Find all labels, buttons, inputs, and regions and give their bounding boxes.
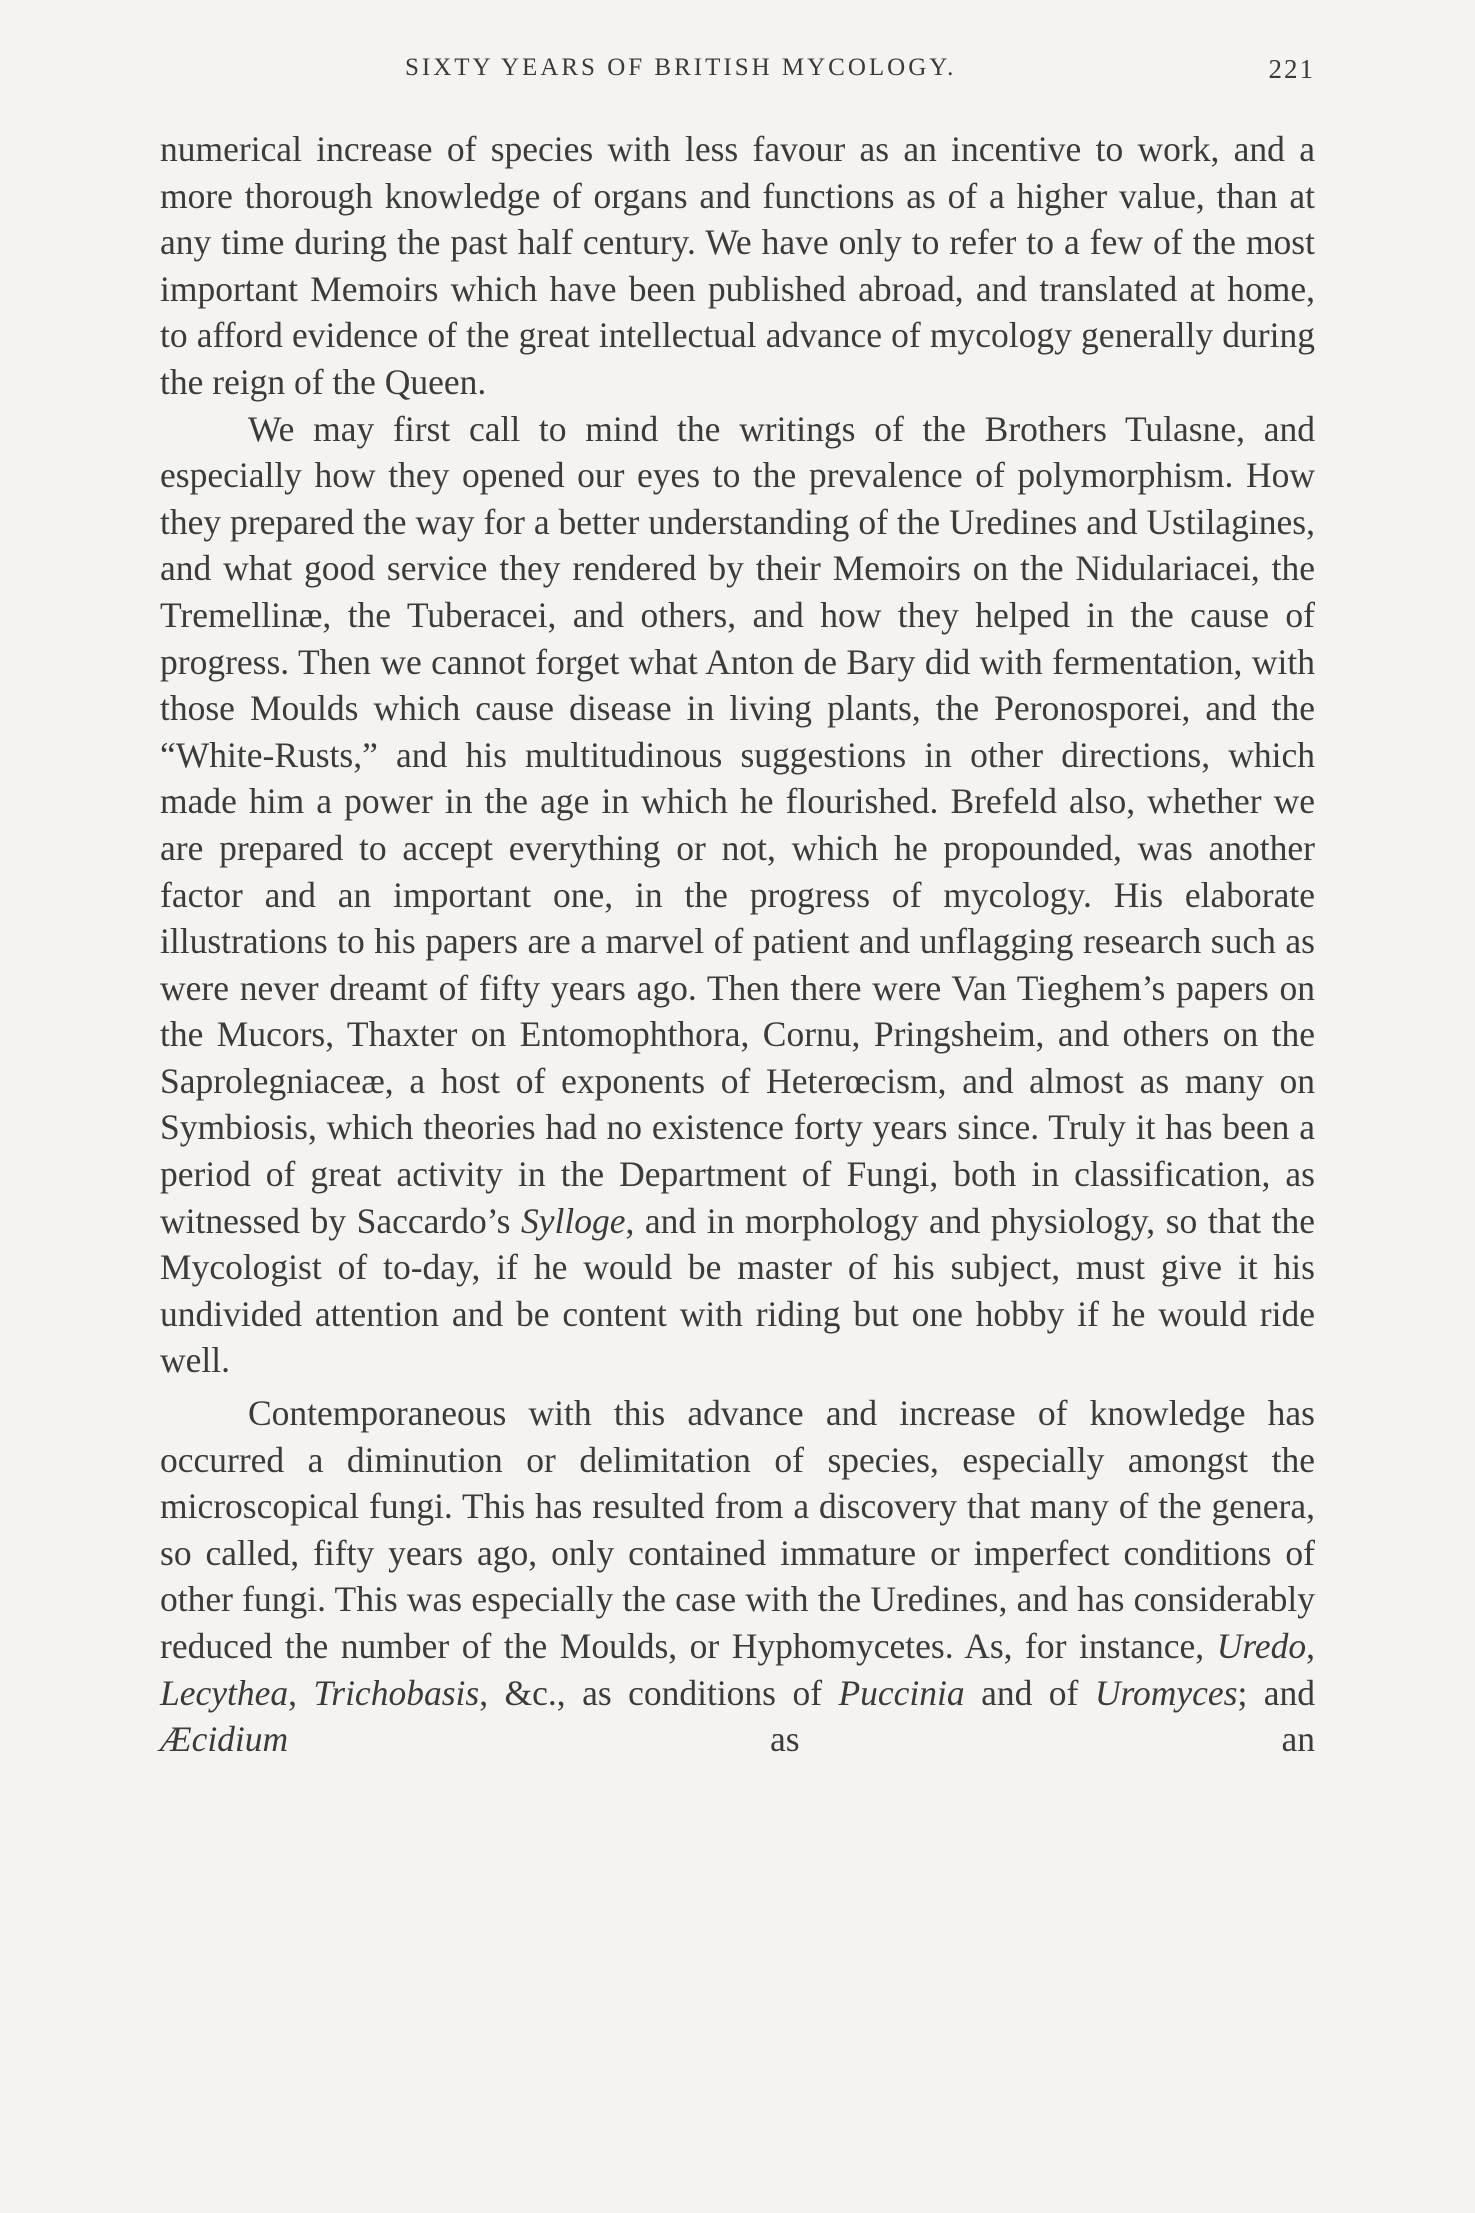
paragraph-2-text-b: , and in morphology and physiology, so that the Mycologist of to-day, if he would be master of his subject, must give it his undivided attention and be content with riding but one hobby if he would ride well. xyxy=(160,1200,1316,1381)
page-number: 221 xyxy=(1268,54,1315,84)
paragraph-3-text-e: as an xyxy=(288,1719,1315,1760)
body-text xyxy=(160,126,1315,1763)
italic-puccinia: Puccinia xyxy=(838,1672,965,1713)
paragraph-3-sep-2: , xyxy=(288,1672,314,1713)
italic-trichobasis: Trichobasis xyxy=(313,1672,480,1713)
paragraph-3-text-b: , &c., as conditions of xyxy=(479,1672,839,1713)
running-head xyxy=(160,54,1315,94)
italic-aecidium: Æcidium xyxy=(160,1719,289,1760)
italic-uredo: Uredo xyxy=(1216,1626,1307,1666)
paragraph-3 xyxy=(160,1390,1315,1763)
paragraph-2 xyxy=(160,406,1315,1384)
paragraph-3-sep-1: , xyxy=(1306,1626,1315,1666)
paragraph-2-text-a: We may first call to mind the writings of the Brothers Tulasne, and especially how they opened our eyes to the prevalence of polymorphism. How they prepared the way for a better understanding of the Uredines and Ustilagines, and what good service they rendered by their Memoirs on the Nidulariacei, the Tremellinæ, the Tuberacei, and others, and how they helped in the cause of progress. Then we cannot forget what Anton de Bary did with fermentation, with those Moulds which cause disease in living plants, the Peronosporei, and the “White-Rusts,” and his multitudinous suggestions in other directions, which made him a power in the age in which he flourished. Brefeld also, whether we are prepared to accept everything or not, which he propounded, was another factor and an important one, in the progress of mycology. His elaborate illustrations to his papers are a marvel of patient and unflagging research such as were never dreamt of fifty years ago. Then there were Van Tieghem’s papers on the Mucors, Thaxter on Entomophthora, Cornu, Pringsheim, and others on the Saprolegniaceæ, a host of exponents of Heterœcism, and almost as many on Symbiosis, which theories had no existence forty years since. Truly it has been a period of great activity in the Department of Fungi, both in classification, as witnessed by Saccardo’s xyxy=(160,408,1315,1241)
paragraph-3-text-d: ; and xyxy=(1237,1672,1316,1713)
paragraph-3-text-c: and of xyxy=(964,1672,1095,1713)
italic-sylloge: Sylloge xyxy=(520,1200,626,1241)
paragraph-3-text-a: Contemporaneous with this advance and increase of knowledge has occurred a diminution or delimitation of species, especially amongst the microscopical fungi. This has resulted from a discovery that many of the genera, so called, fifty years ago, only contained immature or imperfect conditions of other fungi. This was especially the case with the Uredines, and has considerably reduced the number of the Moulds, or Hyphomycetes. As, for instance, xyxy=(160,1393,1315,1666)
paragraph-1-text: numerical increase of species with less favour as an incentive to work, and a more thorough knowledge of organs and functions as of a higher value, than at any time during the past half century. We have only to refer to a few of the most important Memoirs which have been published abroad, and translated at home, to afford evidence of the great intellectual advance of mycology generally during the reign of the Queen. xyxy=(160,129,1315,402)
italic-lecythea: Lecythea xyxy=(160,1672,289,1713)
paragraph-1 xyxy=(160,126,1315,406)
running-title: SIXTY YEARS OF BRITISH MYCOLOGY. xyxy=(405,54,957,81)
italic-uromyces: Uromyces xyxy=(1094,1672,1238,1713)
